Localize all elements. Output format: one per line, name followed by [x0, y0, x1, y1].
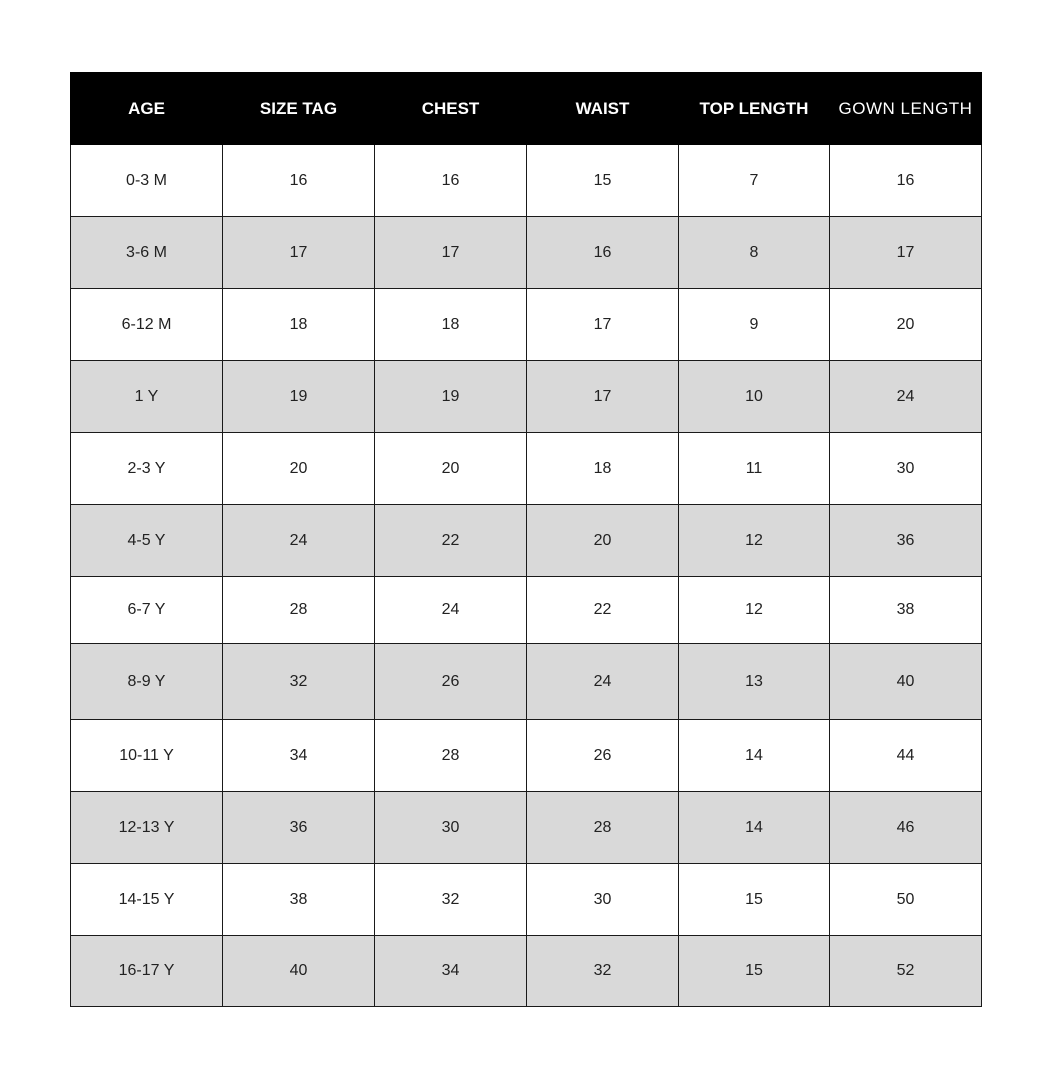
age-cell: 2-3 Y [71, 433, 223, 505]
top-length-cell: 12 [679, 577, 830, 644]
gown-length-cell: 38 [830, 577, 982, 644]
size-tag-cell: 18 [223, 289, 375, 361]
chest-cell: 20 [375, 433, 527, 505]
size-tag-cell: 16 [223, 145, 375, 217]
age-cell: 6-12 M [71, 289, 223, 361]
chest-cell: 26 [375, 644, 527, 720]
gown-length-cell: 52 [830, 936, 982, 1007]
size-tag-cell: 20 [223, 433, 375, 505]
age-cell: 1 Y [71, 361, 223, 433]
gown-length-cell: 30 [830, 433, 982, 505]
size-tag-cell: 17 [223, 217, 375, 289]
waist-cell: 26 [527, 720, 679, 792]
top-length-cell: 12 [679, 505, 830, 577]
age-cell: 0-3 M [71, 145, 223, 217]
header-row [71, 73, 982, 145]
table-row [71, 145, 982, 217]
chest-cell: 18 [375, 289, 527, 361]
column-header-top-length: TOP LENGTH [679, 73, 830, 145]
size-tag-cell: 19 [223, 361, 375, 433]
gown-length-cell: 44 [830, 720, 982, 792]
top-length-cell: 14 [679, 720, 830, 792]
age-cell: 8-9 Y [71, 644, 223, 720]
top-length-cell: 15 [679, 864, 830, 936]
table-row [71, 505, 982, 577]
waist-cell: 32 [527, 936, 679, 1007]
column-header-age: AGE [71, 73, 223, 145]
size-tag-cell: 32 [223, 644, 375, 720]
column-header-size-tag: SIZE TAG [223, 73, 375, 145]
table-body [71, 145, 982, 1007]
top-length-cell: 11 [679, 433, 830, 505]
table-row [71, 864, 982, 936]
age-cell: 14-15 Y [71, 864, 223, 936]
waist-cell: 15 [527, 145, 679, 217]
chest-cell: 32 [375, 864, 527, 936]
gown-length-cell: 46 [830, 792, 982, 864]
chest-cell: 24 [375, 577, 527, 644]
gown-length-cell: 16 [830, 145, 982, 217]
size-tag-cell: 28 [223, 577, 375, 644]
size-tag-cell: 24 [223, 505, 375, 577]
waist-cell: 17 [527, 289, 679, 361]
waist-cell: 17 [527, 361, 679, 433]
size-tag-cell: 36 [223, 792, 375, 864]
table-row [71, 792, 982, 864]
waist-cell: 22 [527, 577, 679, 644]
column-header-gown-length: GOWN LENGTH [830, 73, 982, 145]
top-length-cell: 9 [679, 289, 830, 361]
age-cell: 12-13 Y [71, 792, 223, 864]
table-row [71, 644, 982, 720]
waist-cell: 18 [527, 433, 679, 505]
gown-length-cell: 36 [830, 505, 982, 577]
table-row [71, 720, 982, 792]
gown-length-cell: 24 [830, 361, 982, 433]
top-length-cell: 13 [679, 644, 830, 720]
gown-length-cell: 40 [830, 644, 982, 720]
column-header-chest: CHEST [375, 73, 527, 145]
top-length-cell: 8 [679, 217, 830, 289]
table-row [71, 289, 982, 361]
waist-cell: 16 [527, 217, 679, 289]
gown-length-cell: 17 [830, 217, 982, 289]
gown-length-cell: 20 [830, 289, 982, 361]
age-cell: 4-5 Y [71, 505, 223, 577]
chest-cell: 30 [375, 792, 527, 864]
table-row [71, 936, 982, 1007]
table-row [71, 217, 982, 289]
chest-cell: 22 [375, 505, 527, 577]
waist-cell: 24 [527, 644, 679, 720]
size-tag-cell: 40 [223, 936, 375, 1007]
table-row [71, 577, 982, 644]
age-cell: 10-11 Y [71, 720, 223, 792]
size-tag-cell: 38 [223, 864, 375, 936]
waist-cell: 20 [527, 505, 679, 577]
top-length-cell: 10 [679, 361, 830, 433]
chest-cell: 34 [375, 936, 527, 1007]
top-length-cell: 14 [679, 792, 830, 864]
size-chart-table [70, 72, 982, 1007]
chest-cell: 28 [375, 720, 527, 792]
age-cell: 6-7 Y [71, 577, 223, 644]
chest-cell: 17 [375, 217, 527, 289]
age-cell: 16-17 Y [71, 936, 223, 1007]
table-header [71, 73, 982, 145]
column-header-waist: WAIST [527, 73, 679, 145]
age-cell: 3-6 M [71, 217, 223, 289]
waist-cell: 28 [527, 792, 679, 864]
top-length-cell: 7 [679, 145, 830, 217]
table-row [71, 361, 982, 433]
size-tag-cell: 34 [223, 720, 375, 792]
waist-cell: 30 [527, 864, 679, 936]
table-row [71, 433, 982, 505]
top-length-cell: 15 [679, 936, 830, 1007]
chest-cell: 19 [375, 361, 527, 433]
gown-length-cell: 50 [830, 864, 982, 936]
chest-cell: 16 [375, 145, 527, 217]
